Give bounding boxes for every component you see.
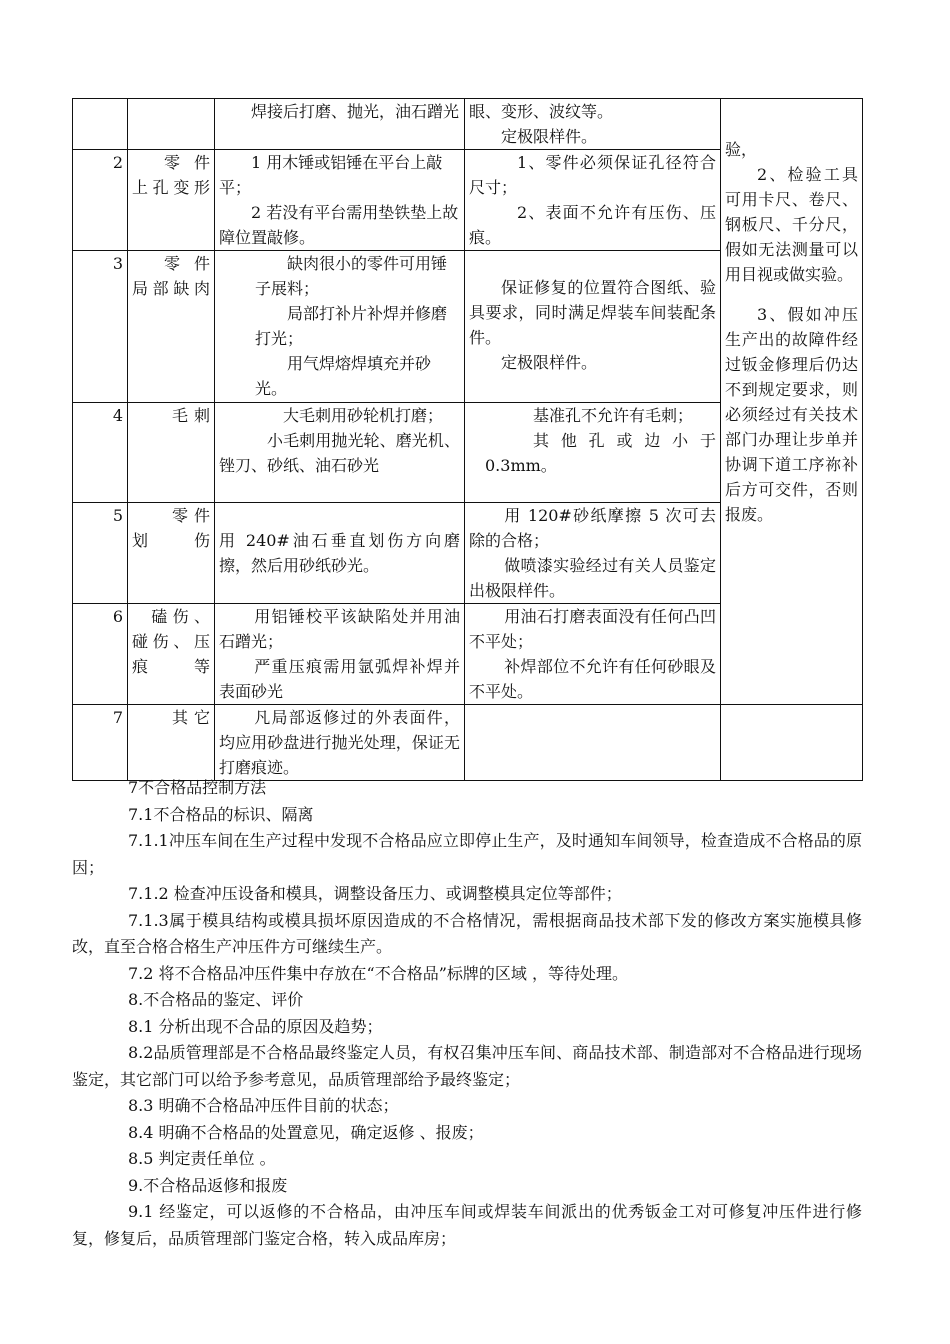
body-paragraph: 7.1.2 检查冲压设备和模具，调整设备压力、或调整模具定位等部件； bbox=[128, 884, 622, 903]
standard-text: 保证修复的位置符合图纸、验具要求，同时满足焊装车间装配条件。 bbox=[469, 278, 716, 347]
defect-name-cell bbox=[128, 99, 215, 150]
standard-cell bbox=[465, 99, 721, 150]
defect-name-cell: 其它 bbox=[128, 705, 215, 781]
nonconforming-control-section bbox=[72, 775, 862, 1252]
row-number-cell: 2 bbox=[73, 150, 128, 251]
standard-text: 用 120#砂纸摩擦 5 次可去除的合格； bbox=[469, 506, 716, 550]
method-text: 1 用木锤或铝锤在平台上敲平； bbox=[219, 153, 443, 197]
body-paragraph: 9.1 经鉴定，可以返修的不合格品，由冲压车间或焊装车间派出的优秀钣金工对可修复冲压件进行修复，修复后，品质管理部门鉴定合格，转入成品库房； bbox=[72, 1202, 862, 1248]
standard-text: 用油石打磨表面没有任何凸凹不平处； bbox=[469, 607, 716, 651]
standard-text: 补焊部位不允许有任何砂眼及不平处。 bbox=[469, 657, 716, 701]
row-number-cell: 7 bbox=[73, 705, 128, 781]
defect-repair-table bbox=[72, 98, 863, 781]
standard-text: 其他孔或边小于 0.3mm。 bbox=[485, 431, 716, 475]
standard-text: 做喷漆实验经过有关人员鉴定出极限样件。 bbox=[469, 556, 716, 600]
method-text: 用气焊熔焊填充并砂光。 bbox=[255, 354, 432, 398]
repair-method-cell bbox=[215, 604, 465, 705]
note-paragraph: 3、假如冲压生产出的故障件经过钣金修理后仍达不到规定要求，则必须经过有关技术部门办理让步单并协调下道工序祢补后方可交件，否则报废。 bbox=[725, 305, 858, 524]
method-text: 小毛刺用抛光轮、磨光机、锉刀、砂纸、油石砂光 bbox=[219, 431, 460, 475]
row-number-cell: 4 bbox=[73, 403, 128, 503]
section-heading: 9.不合格品返修和报废 bbox=[128, 1175, 288, 1195]
repair-method-cell bbox=[215, 503, 465, 604]
repair-method-cell bbox=[215, 251, 465, 403]
repair-method-cell bbox=[215, 99, 465, 150]
standard-cell bbox=[465, 604, 721, 705]
method-text: 严重压痕需用氩弧焊补焊并表面砂光 bbox=[219, 657, 460, 701]
method-text: 用 240#油石垂直划伤方向磨擦，然后用砂纸砂光。 bbox=[219, 531, 460, 575]
method-text: 焊接后打磨、抛光，油石蹭光 bbox=[251, 102, 460, 121]
method-text: 大毛刺用砂轮机打磨； bbox=[283, 406, 444, 425]
row-number-cell bbox=[73, 99, 128, 150]
subsection-heading: 7.1不合格品的标识、隔离 bbox=[128, 804, 314, 824]
standard-text: 定极限样件。 bbox=[501, 353, 598, 372]
standard-cell bbox=[465, 503, 721, 604]
row-number-cell: 6 bbox=[73, 604, 128, 705]
section-heading: 7不合格品控制方法 bbox=[128, 778, 267, 797]
table-row bbox=[73, 705, 863, 781]
body-paragraph: 8.2品质管理部是不合格品最终鉴定人员，有权召集冲压车间、商品技术部、制造部对不合格品进行现场鉴定，其它部门可以给予参考意见，品质管理部给予最终鉴定； bbox=[72, 1043, 862, 1089]
method-text: 用铝锤校平该缺陷处并用油石蹭光； bbox=[219, 607, 460, 651]
defect-name-cell: 零件划伤 bbox=[128, 503, 215, 604]
standard-cell bbox=[465, 150, 721, 251]
body-paragraph: 8.5 判定责任单位 。 bbox=[128, 1149, 276, 1168]
standard-text: 基准孔不允许有毛刺； bbox=[533, 406, 694, 425]
table-row bbox=[73, 99, 863, 150]
repair-method-cell bbox=[215, 705, 465, 781]
standard-cell bbox=[465, 403, 721, 503]
note-paragraph: 验， bbox=[725, 140, 758, 159]
body-paragraph: 7.1.1冲压车间在生产过程中发现不合格品应立即停止生产，及时通知车间领导，检查造成不合格品的原因； bbox=[72, 831, 862, 877]
standard-cell bbox=[465, 251, 721, 403]
standard-cell bbox=[465, 705, 721, 781]
defect-name-cell: 磕伤、碰伤、压痕等 bbox=[128, 604, 215, 705]
body-paragraph: 8.4 明确不合格品的处置意见，确定返修 、报废； bbox=[128, 1122, 484, 1142]
standard-text: 1、零件必须保证孔径符合尺寸； bbox=[469, 153, 716, 197]
row-number-cell: 5 bbox=[73, 503, 128, 604]
body-paragraph: 7.1.3属于模具结构或模具损坏原因造成的不合格情况，需根据商品技术部下发的修改方案实施模具修改，直至合格合格生产冲压件方可继续生产。 bbox=[72, 910, 862, 956]
standard-text: 2、表面不允许有压伤、压痕。 bbox=[469, 203, 716, 247]
body-paragraph: 8.3 明确不合格品冲压件目前的状态； bbox=[128, 1096, 399, 1115]
row-number-cell: 3 bbox=[73, 251, 128, 403]
defect-name-cell: 零件上孔变形 bbox=[128, 150, 215, 251]
repair-method-cell bbox=[215, 150, 465, 251]
inspection-notes-cell bbox=[721, 99, 863, 705]
note-paragraph: 2、检验工具可用卡尺、卷尺、钢板尺、千分尺，假如无法测量可以用目视或做实验。 bbox=[725, 165, 858, 284]
repair-method-cell bbox=[215, 403, 465, 503]
method-text: 缺肉很小的零件可用锤子展料； bbox=[255, 254, 448, 298]
defect-name-cell: 毛刺 bbox=[128, 403, 215, 503]
defect-name-cell: 零件局部缺肉 bbox=[128, 251, 215, 403]
inspection-notes-cell bbox=[721, 705, 863, 781]
standard-text: 定极限样件。 bbox=[501, 127, 598, 146]
method-text: 2 若没有平台需用垫铁垫上故障位置敲修。 bbox=[219, 203, 459, 247]
section-heading: 8.不合格品的鉴定、评价 bbox=[128, 990, 304, 1009]
body-paragraph: 8.1 分析出现不合品的原因及趋势； bbox=[128, 1016, 383, 1036]
body-paragraph: 7.2 将不合格品冲压件集中存放在“不合格品”标牌的区域 ，等待处理。 bbox=[128, 963, 628, 983]
method-text: 凡局部返修过的外表面件，均应用砂盘进行抛光处理，保证无打磨痕迹。 bbox=[219, 708, 460, 777]
standard-text: 眼、变形、波纹等。 bbox=[469, 102, 614, 121]
method-text: 局部打补片补焊并修磨打光； bbox=[255, 304, 448, 348]
